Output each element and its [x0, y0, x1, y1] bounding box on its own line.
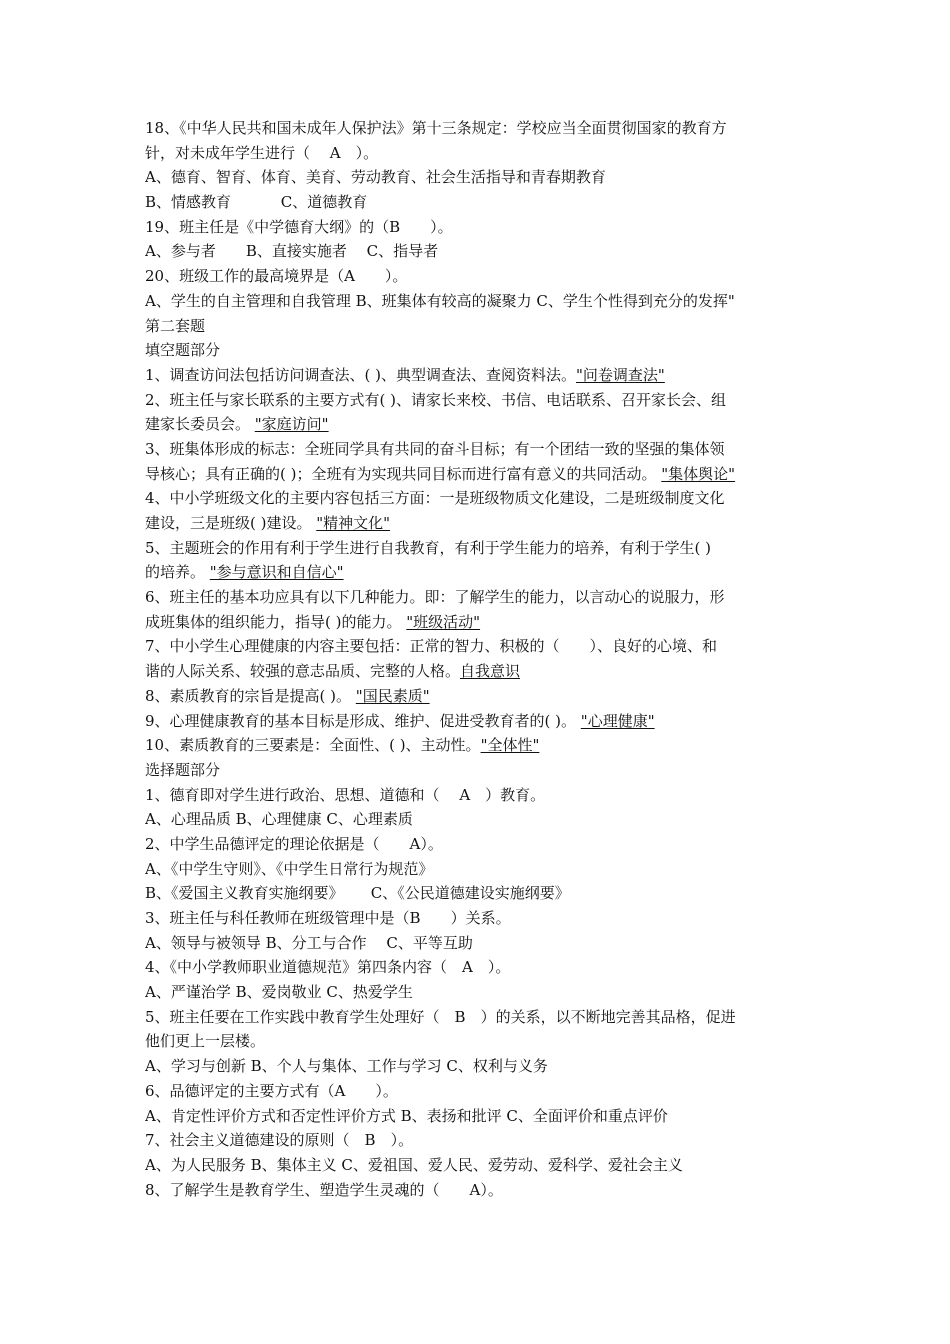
answer-underlined: "心理健康" [580, 711, 655, 730]
text-line [145, 1079, 815, 1104]
text-line [145, 1005, 815, 1030]
line-text: A、德育、智育、体育、美育、劳动教育、社会生活指导和青春期教育 [145, 168, 606, 187]
text-line [145, 881, 815, 906]
text-line [145, 165, 815, 190]
text-line [145, 511, 815, 536]
line-text: B、情感教育 C、道德教育 [145, 193, 368, 212]
text-line [145, 1104, 815, 1129]
text-line [145, 190, 815, 215]
text-line [145, 437, 815, 462]
line-text: 建家长委员会。 [145, 415, 255, 434]
text-line [145, 1054, 815, 1079]
text-line [145, 610, 815, 635]
line-text: A、参与者 B、直接实施者 C、指导者 [145, 242, 439, 261]
text-line [145, 783, 815, 808]
line-text: 19、班主任是《中学德育大纲》的（B ）。 [145, 217, 453, 236]
text-line [145, 906, 815, 931]
line-text: 第二套题 [145, 316, 206, 335]
line-text: B、《爱国主义教育实施纲要》 C、《公民道德建设实施纲要》 [145, 884, 570, 903]
line-text: 谐的人际关系、较强的意志品质、完整的人格。 [145, 662, 461, 681]
line-text: 8、了解学生是教育学生、塑造学生灵魂的（ A）。 [145, 1180, 503, 1199]
text-line [145, 1128, 815, 1153]
line-text: 10、素质教育的三要素是：全面性、( )、主动性。 [145, 736, 481, 755]
line-text: 4、《中小学教师职业道德规范》第四条内容（ A ）。 [145, 958, 511, 977]
line-text: 6、品德评定的主要方式有（A ）。 [145, 1081, 398, 1100]
text-line [145, 141, 815, 166]
line-text: 4、中小学班级文化的主要内容包括三方面：一是班级物质文化建设，二是班级制度文化 [145, 489, 725, 508]
line-text: A、心理品质 B、心理健康 C、心理素质 [145, 810, 413, 829]
line-text: 的培养。 [145, 563, 210, 582]
document-body [145, 116, 950, 1202]
line-text: 20、班级工作的最高境界是（A ）。 [145, 267, 408, 286]
answer-underlined: "问卷调查法" [576, 365, 665, 384]
answer-underlined: "全体性" [480, 736, 540, 755]
text-line [145, 1029, 815, 1054]
line-text: A、为人民服务 B、集体主义 C、爱祖国、爱人民、爱劳动、爱科学、爱社会主义 [145, 1155, 683, 1174]
line-text: 成班集体的组织能力，指导( )的能力。 [145, 612, 407, 631]
text-line [145, 215, 815, 240]
text-line [145, 832, 815, 857]
text-line [145, 733, 815, 758]
text-line [145, 412, 815, 437]
line-text: 他们更上一层楼。 [145, 1032, 266, 1051]
line-text: 导核心；具有正确的( )；全班有为实现共同目标而进行富有意义的共同活动。 [145, 464, 662, 483]
line-text: 6、班主任的基本功应具有以下几种能力。即：了解学生的能力，以言动心的说服力，形 [145, 588, 725, 607]
line-text: 5、主题班会的作用有利于学生进行自我教育，有利于学生能力的培养，有利于学生( ) [145, 538, 712, 557]
text-line [145, 116, 815, 141]
text-line [145, 709, 815, 734]
text-line [145, 462, 815, 487]
line-text: 填空题部分 [145, 341, 221, 360]
line-text: 针，对未成年学生进行（ A ）。 [145, 143, 379, 162]
line-text: A、《中学生守则》、《中学生日常行为规范》 [145, 859, 434, 878]
text-line [145, 634, 815, 659]
line-text: 8、素质教育的宗旨是提高( )。 [145, 686, 356, 705]
line-text: 3、班主任与科任教师在班级管理中是（B ）关系。 [145, 909, 511, 927]
text-line [145, 1153, 815, 1178]
line-text: 1、德育即对学生进行政治、思想、道德和（ A ）教育。 [145, 785, 546, 804]
text-line [145, 857, 815, 882]
line-text: 18、《中华人民共和国未成年人保护法》第十三条规定：学校应当全面贯彻国家的教育方 [145, 119, 727, 137]
text-line [145, 931, 815, 956]
text-line [145, 560, 815, 585]
line-text: 5、班主任要在工作实践中教育学生处理好（ B ）的关系，以不断地完善其品格，促进 [145, 1007, 736, 1026]
line-text: 建设，三是班级( )建设。 [145, 514, 317, 532]
line-text: A、严谨治学 B、爱岗敬业 C、热爱学生 [145, 983, 413, 1002]
answer-underlined: 自我意识 [460, 662, 521, 681]
answer-underlined: "参与意识和自信心" [209, 563, 344, 582]
text-line [145, 758, 815, 783]
text-line [145, 585, 815, 610]
text-line [145, 338, 815, 363]
answer-underlined: "集体舆论" [661, 464, 736, 483]
line-text: 3、班集体形成的标志：全班同学具有共同的奋斗目标；有一个团结一致的坚强的集体领 [145, 439, 725, 458]
line-text: 7、社会主义道德建设的原则（ B ）。 [145, 1131, 414, 1150]
text-line [145, 1178, 815, 1203]
text-line [145, 264, 815, 289]
text-line [145, 684, 815, 709]
line-text: A、学生的自主管理和自我管理 B、班集体有较高的凝聚力 C、学生个性得到充分的发挥" [145, 291, 735, 310]
text-line [145, 807, 815, 832]
answer-underlined: "国民素质" [355, 686, 430, 705]
answer-underlined: "家庭访问" [254, 415, 329, 434]
line-text: 选择题部分 [145, 760, 221, 779]
line-text: A、肯定性评价方式和否定性评价方式 B、表扬和批评 C、全面评价和重点评价 [145, 1106, 668, 1125]
line-text: A、学习与创新 B、个人与集体、工作与学习 C、权利与义务 [145, 1057, 548, 1076]
text-line [145, 388, 815, 413]
answer-underlined: "精神文化" [316, 514, 391, 532]
answer-underlined: "班级活动" [406, 612, 481, 631]
line-text: 2、中学生品德评定的理论依据是（ A）。 [145, 834, 443, 853]
line-text: A、领导与被领导 B、分工与合作 C、平等互助 [145, 933, 473, 952]
text-line [145, 239, 815, 264]
text-line [145, 659, 815, 684]
line-text: 2、班主任与家长联系的主要方式有( )、请家长来校、书信、电话联系、召开家长会、组 [145, 390, 727, 409]
text-line [145, 289, 815, 314]
line-text: 7、中小学生心理健康的内容主要包括：正常的智力、积极的（ ）、良好的心境、和 [145, 637, 718, 656]
line-text: 1、调查访问法包括访问调查法、( )、典型调查法、查阅资料法。 [145, 365, 577, 384]
text-line [145, 536, 815, 561]
text-line [145, 955, 815, 980]
text-line [145, 314, 815, 339]
text-line [145, 486, 815, 511]
text-line [145, 980, 815, 1005]
text-line [145, 363, 815, 388]
line-text: 9、心理健康教育的基本目标是形成、维护、促进受教育者的( )。 [145, 711, 581, 730]
